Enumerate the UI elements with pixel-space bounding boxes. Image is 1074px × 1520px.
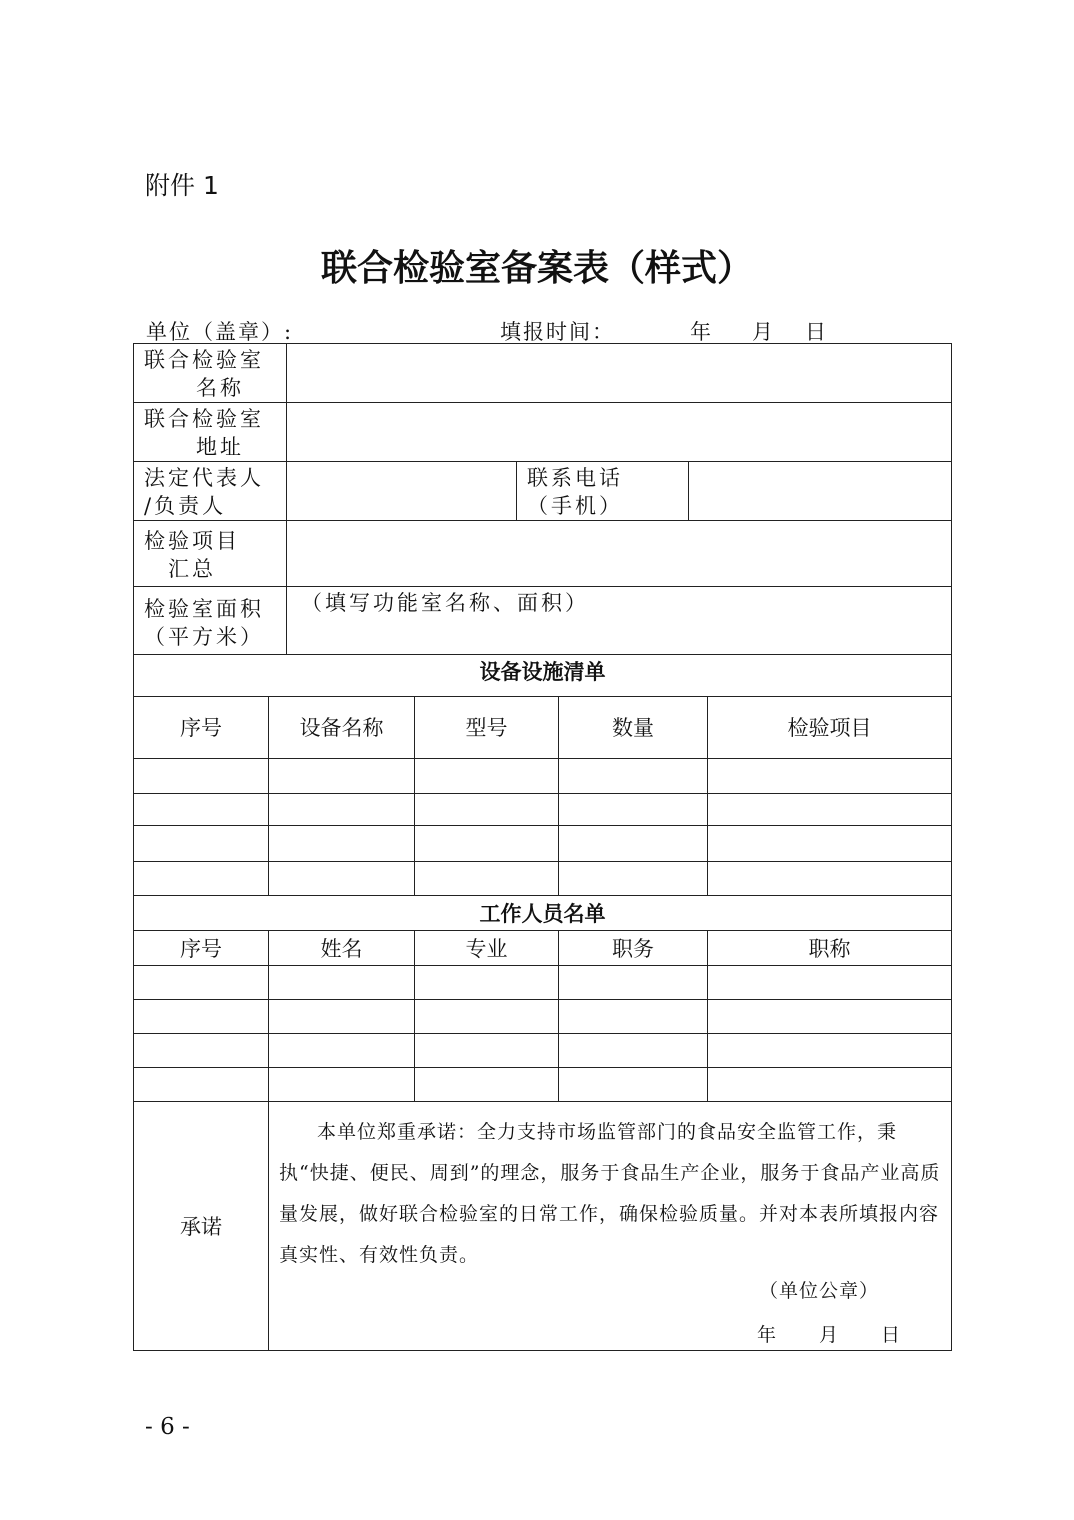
staff-section-title: 工作人员名单 [134, 895, 952, 930]
items-summary-label: 检验项目 汇总 [134, 521, 287, 587]
equipment-col-no: 序号 [134, 696, 269, 758]
legal-rep-label: 法定代表人 /负责人 [134, 462, 287, 521]
basic-info-table [133, 343, 952, 655]
staff-row[interactable] [134, 999, 952, 1033]
equipment-col-quantity: 数量 [559, 696, 708, 758]
lab-name-field[interactable] [287, 344, 952, 403]
page-title: 联合检验室备案表（样式） [320, 248, 753, 289]
staff-col-title: 职称 [708, 930, 952, 965]
attachment-label: 附件 1 [145, 171, 219, 200]
phone-field[interactable] [689, 462, 952, 521]
lab-name-label: 联合检验室 名称 [134, 344, 287, 403]
equipment-header-row [134, 696, 952, 758]
area-hint: （填写功能室名称、面积） [301, 591, 589, 615]
staff-col-no: 序号 [134, 930, 269, 965]
staff-header-row [134, 930, 952, 965]
promise-label: 承诺 [134, 1101, 269, 1350]
fill-month: 月 [752, 320, 773, 344]
promise-seal: （单位公章） [759, 1279, 880, 1302]
staff-row[interactable] [134, 1067, 952, 1101]
area-field[interactable] [287, 587, 952, 655]
unit-seal-label: 单位（盖章）: [146, 320, 294, 344]
phone-label: 联系电话 （手机） [517, 462, 689, 521]
equipment-col-model: 型号 [415, 696, 559, 758]
promise-date: 年 月 日 [757, 1323, 902, 1346]
equipment-section-title: 设备设施清单 [134, 647, 952, 696]
equipment-col-name: 设备名称 [269, 696, 415, 758]
fill-day: 日 [805, 320, 826, 344]
items-summary-field[interactable] [287, 521, 952, 587]
equipment-row[interactable] [134, 758, 952, 793]
fill-year: 年 [690, 320, 711, 344]
staff-col-position: 职务 [559, 930, 708, 965]
staff-col-name: 姓名 [269, 930, 415, 965]
equipment-row[interactable] [134, 793, 952, 825]
equipment-col-items: 检验项目 [708, 696, 952, 758]
staff-col-major: 专业 [415, 930, 559, 965]
lab-address-label: 联合检验室 地址 [134, 403, 287, 462]
area-label: 检验室面积 （平方米） [134, 587, 287, 655]
fill-time-label: 填报时间： [500, 320, 615, 344]
lists-table [133, 647, 952, 1351]
promise-cell [269, 1101, 952, 1350]
staff-row[interactable] [134, 1033, 952, 1067]
equipment-row[interactable] [134, 861, 952, 895]
staff-row[interactable] [134, 965, 952, 999]
lab-address-field[interactable] [287, 403, 952, 462]
legal-rep-field[interactable] [287, 462, 517, 521]
promise-text: 本单位郑重承诺：全力支持市场监管部门的食品安全监管工作，秉执“快捷、便民、周到”的理念，服务于食品生产企业，服务于食品产业高质量发展，做好联合检验室的日常工作，确保检验质量。并对本表所填报内容真实性、有效性负责。 [279, 1120, 941, 1266]
page-number: - 6 - [145, 1414, 190, 1440]
equipment-row[interactable] [134, 825, 952, 861]
